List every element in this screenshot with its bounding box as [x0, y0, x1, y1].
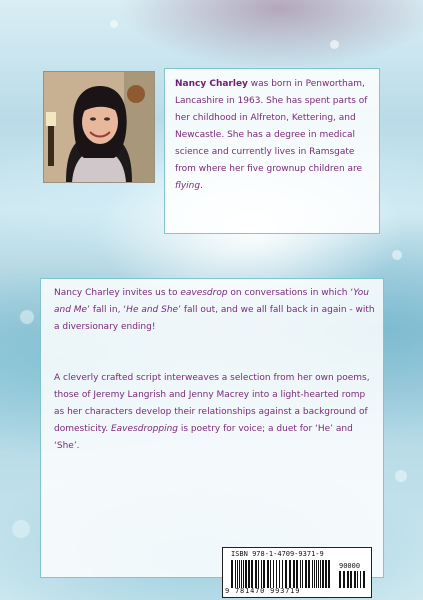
blurb-text: A cleverly crafted script interweaves a selection from her own poems, those of Jeremy Langrish and Jenny Macrey into a light-hearted romp as her characters develop their relationships against a background of domesticity.	[54, 373, 370, 434]
barcode-bar	[318, 560, 319, 588]
barcode-bar	[261, 560, 262, 588]
barcode-bar	[347, 571, 349, 588]
barcode-bar	[263, 560, 265, 588]
barcode-bar	[282, 560, 283, 588]
barcode-bar	[237, 560, 238, 588]
isbn-barcode	[222, 547, 372, 598]
barcode-bar	[239, 560, 240, 588]
barcode-bar	[300, 560, 301, 588]
barcode-bar	[357, 571, 358, 588]
barcode-bar	[328, 560, 330, 588]
barcode-bar	[279, 560, 280, 588]
barcode-bar	[293, 560, 295, 588]
price-barcode-bars	[339, 571, 367, 588]
barcode-bar	[235, 560, 236, 588]
barcode-bar	[231, 560, 233, 588]
author-photo	[43, 71, 155, 183]
blurb-emphasis: Eavesdropping	[110, 424, 179, 434]
blurb-text: Nancy Charley invites us to	[54, 288, 181, 298]
barcode-bar	[350, 571, 352, 588]
barcode-bar	[314, 560, 315, 588]
barcode-bar	[241, 560, 242, 588]
barcode-bar	[267, 560, 269, 588]
blurb-text: on conversations in which ‘	[227, 288, 354, 298]
bio-flying: flying	[175, 181, 201, 191]
barcode-bar	[243, 560, 244, 588]
barcode-bar	[285, 560, 287, 588]
author-bio	[164, 68, 380, 234]
barcode-bar	[289, 560, 291, 588]
barcode-bar	[363, 571, 365, 588]
barcode-bar	[248, 560, 250, 588]
book-blurb	[40, 278, 384, 578]
blurb-text: ’ fall out, and we all fall back in again - with a diversionary ending!	[54, 305, 375, 332]
ean-barcode-bars	[231, 560, 331, 588]
bio-text: was born in Penwortham, Lancashire in 1963. She has spent parts of her childhood in Alfreton, Kettering, and Newcastle. She has a degree in medical science and currently lives in Ramsgate from where her five grownup children are	[175, 79, 368, 174]
ean-digits: 9 781470 993719	[225, 587, 301, 595]
barcode-bar	[305, 560, 307, 588]
blurb-text: ’ fall in, ‘	[87, 305, 127, 315]
barcode-bar	[325, 560, 327, 588]
blurb-paragraph-1	[54, 285, 375, 336]
barcode-bar	[339, 571, 341, 588]
paragraph-spacer	[54, 336, 375, 370]
barcode-bar	[312, 560, 313, 588]
blurb-text: is poetry for voice; a duet for ‘He’ and ‘She’.	[54, 424, 353, 451]
author-name: Nancy Charley	[175, 79, 248, 89]
blurb-emphasis: He and She	[126, 305, 179, 315]
blurb-paragraph-2	[54, 370, 375, 455]
barcode-bar	[343, 571, 345, 588]
barcode-bar	[245, 560, 247, 588]
barcode-bar	[316, 560, 317, 588]
barcode-bar	[251, 560, 253, 588]
barcode-bar	[255, 560, 257, 588]
price-code: 90000	[339, 562, 361, 570]
blurb-emphasis: You and Me	[54, 288, 369, 315]
barcode-bar	[322, 560, 324, 588]
isbn-label: ISBN 978-1-4709-9371-9	[231, 550, 324, 558]
barcode-bar	[270, 560, 271, 588]
barcode-bar	[276, 560, 277, 588]
barcode-bar	[258, 560, 259, 588]
barcode-bar	[320, 560, 321, 588]
barcode-bar	[273, 560, 274, 588]
barcode-bar	[302, 560, 303, 588]
bio-period: .	[200, 181, 203, 191]
barcode-bar	[296, 560, 298, 588]
barcode-bar	[360, 571, 361, 588]
barcode-bar	[354, 571, 356, 588]
blurb-emphasis: eavesdrop	[180, 288, 228, 298]
barcode-bar	[308, 560, 310, 588]
